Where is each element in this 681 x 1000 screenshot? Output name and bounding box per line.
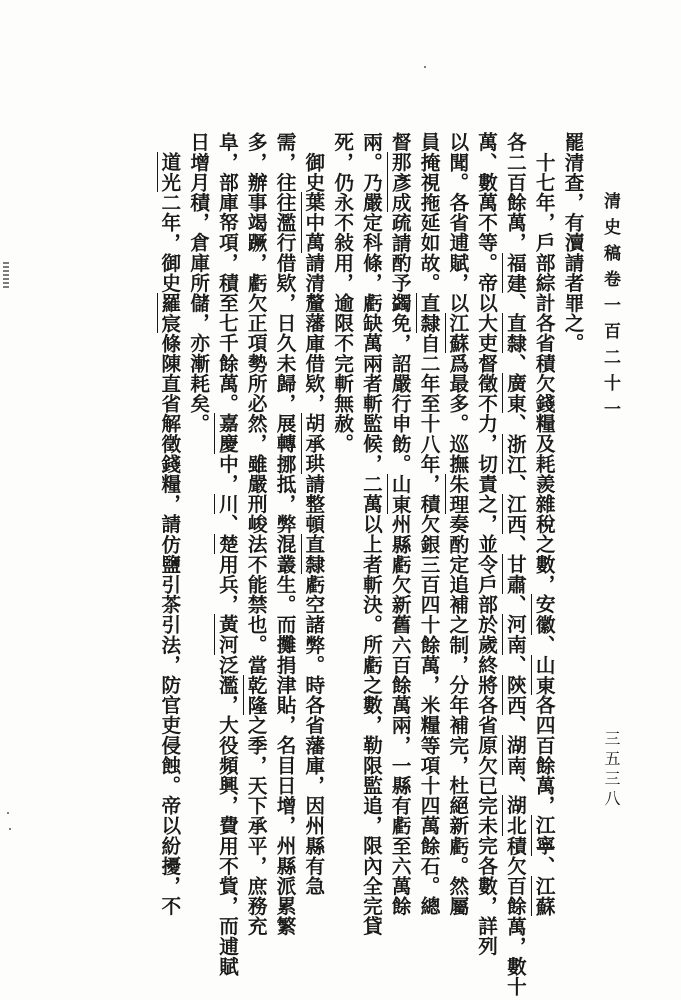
text-segment: 、 [503, 775, 527, 796]
proper-name-mark: 河南 [503, 614, 527, 655]
body-text [154, 132, 586, 997]
text-column [327, 132, 356, 932]
scan-speck [7, 812, 9, 814]
page-number: 三五三八 [602, 730, 621, 810]
text-column [413, 132, 442, 932]
proper-name-mark: 山東 [532, 654, 556, 695]
text-segment: 、 [503, 654, 527, 675]
proper-name-mark: 朱理 [445, 473, 469, 514]
proper-name-mark: 直隸 [417, 292, 441, 334]
proper-name-mark: 葉中萬 [301, 192, 325, 253]
text-segment: 、 [503, 292, 527, 313]
text-column [154, 132, 183, 932]
text-segment: 員掩視拖延如故。 [417, 132, 441, 293]
text-segment [158, 132, 181, 152]
text-segment: 中， [215, 453, 239, 494]
text-segment: 需，往往濫行借欵，日久未歸，展轉挪抵，弊混叢生。而攤捐津貼，名目日增，州縣派累繁 [273, 132, 297, 936]
proper-name-mark: 江蘇 [532, 875, 556, 916]
text-column [384, 132, 413, 932]
text-segment: 御史 [301, 132, 325, 193]
text-segment: 疏請酌予蠲免，詔嚴行申飭。 [388, 212, 412, 474]
proper-name-mark: 浙江 [503, 433, 527, 474]
text-column [557, 132, 586, 932]
text-segment: 兩。乃嚴定科條，虧缺萬兩者斬監候，二萬以上者斬決。所虧之數，勒限監追，限內全完貸 [359, 132, 383, 936]
proper-name-mark: 直隸 [301, 534, 325, 575]
proper-name-mark: 乾隆 [244, 674, 268, 715]
text-column [471, 132, 500, 957]
text-segment: 爲最多。巡撫 [445, 353, 469, 474]
proper-name-mark: 陝西 [503, 674, 527, 715]
text-segment: 、 [503, 534, 527, 555]
text-segment: 督 [388, 132, 412, 153]
proper-name-mark: 那彥成 [388, 152, 412, 213]
proper-name-mark: 安徽 [532, 594, 556, 635]
text-segment: 多，辦事竭蹶，虧欠正項勢所必然，雖嚴刑峻法不能禁也。當 [244, 132, 268, 675]
proper-name-mark: 胡承珙 [301, 413, 325, 474]
proper-name-mark: 直隸 [503, 312, 527, 354]
text-column [298, 132, 327, 932]
text-column [356, 132, 385, 936]
proper-name-mark: 江蘇 [445, 312, 469, 354]
proper-name-mark: 福建 [503, 252, 527, 293]
text-segment: 日增月積，倉庫所儲，亦漸耗矣。 [186, 132, 210, 434]
text-segment: 十七年，戶部綜計各省積欠錢糧及耗羨雜稅之數， [532, 132, 556, 595]
text-segment: 各二百餘萬， [503, 132, 527, 253]
text-column [528, 132, 557, 932]
text-segment: 、 [503, 473, 527, 494]
proper-name-mark: 江寧 [532, 815, 556, 856]
text-segment: 罷清查，有瀆請者罪之。 [561, 132, 584, 354]
text-segment: 請整頓 [301, 473, 325, 535]
text-segment: 虧空諸弊。時各省藩庫，因州縣有急 [301, 574, 325, 896]
text-segment: 奏酌定追補之制，分年補完，杜絕新虧。然屬 [445, 513, 469, 916]
text-segment: 、 [532, 855, 556, 876]
text-segment: 用兵， [215, 554, 239, 615]
text-segment: 各四百餘萬， [532, 694, 556, 816]
proper-name-mark: 湖北 [503, 795, 527, 836]
text-segment: 州縣虧欠新舊六百餘萬兩，一縣有虧至六萬餘 [388, 513, 412, 916]
text-segment: 、 [503, 715, 527, 736]
text-segment: 阜，部庫帑項，積至七千餘萬。 [215, 132, 239, 414]
text-segment: 積欠百餘萬，數十 [503, 835, 527, 997]
text-segment: 、 [503, 594, 527, 615]
text-column [240, 132, 269, 937]
proper-name-mark: 江西 [503, 493, 527, 535]
text-segment: 請清釐藩庫借欵， [301, 252, 325, 414]
proper-name-mark: 嘉慶 [215, 413, 239, 454]
text-segment: 之季，天下承平，庶務充 [244, 714, 268, 937]
proper-name-mark: 黃河 [215, 614, 239, 655]
text-segment: 自二年至十八年，積欠銀三百四十餘萬，米糧等項十四萬餘石。總 [417, 333, 441, 916]
text-segment: 、 [503, 413, 527, 434]
text-segment: 、 [215, 513, 239, 535]
text-segment: 、 [532, 634, 556, 655]
text-column [442, 132, 471, 932]
text-column [212, 132, 241, 977]
text-column [500, 132, 529, 997]
proper-name-mark: 羅宸 [157, 292, 181, 334]
proper-name-mark: 山東 [388, 473, 412, 514]
text-segment: 以聞。各省逋賦，以 [445, 132, 469, 313]
text-segment: 、 [503, 353, 527, 374]
proper-name-mark: 廣東 [503, 373, 527, 414]
text-segment: 二年，御史 [157, 192, 181, 293]
text-segment: 死，仍永不敍用，逾限不完斬無赦。 [330, 132, 354, 454]
proper-name-mark: 湖南 [503, 735, 527, 776]
binding-mark [3, 262, 9, 288]
text-segment: 萬、數萬不等。帝以大吏督徵不力，切責之，並令戶部於歲終將各省原欠已完未完各數，詳列 [474, 132, 498, 957]
proper-name-mark: 楚 [215, 534, 239, 555]
text-column [183, 132, 212, 932]
scan-speck [424, 66, 426, 68]
proper-name-mark: 川 [215, 493, 239, 514]
proper-name-mark: 道光 [157, 152, 181, 193]
running-header-title: 清史稿卷一百二十一 [600, 192, 620, 426]
text-segment: 條陳直省解徵錢糧，請仿鹽引茶引法，防官吏侵蝕。帝以紛擾，不 [157, 333, 181, 916]
text-segment: 泛濫，大役頻興，費用不貲，而逋賦 [215, 654, 239, 977]
text-column [269, 132, 298, 936]
proper-name-mark: 甘肅 [503, 554, 527, 595]
scan-speck [9, 828, 11, 830]
